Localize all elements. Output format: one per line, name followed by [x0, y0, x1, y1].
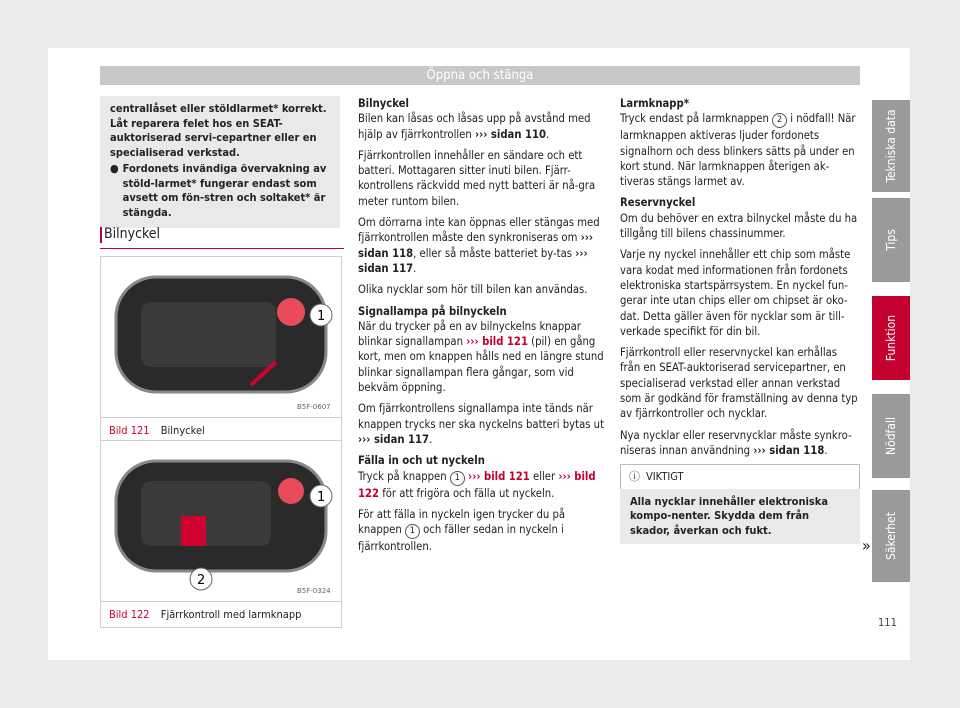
warning-box-continued [100, 96, 340, 228]
paragraph: När du trycker på en av bilnyckelns knappar blinkar signallampan ››› bild 121 (pil) en gång kort, men om knappen hålls ned en längre stund blinkar signallampan flera gångar, som vid bekväm öppning. [358, 319, 604, 395]
figure-caption-text: Bilnyckel [160, 424, 205, 437]
paragraph: Fjärrkontroll eller reservnyckel kan erhållas från en SEAT-auktoriserad servicepartner, en specialiserad verkstad eller annan verkstad som är godkänd för framställning av denna typ av fjärrkontroller och nycklar. [620, 346, 858, 421]
paragraph: Varje ny nyckel innehåller ett chip som måste vara kodat med informationen från fordonets elektroniska startspärrsystem. En nyckel fun-gerar inte utan chips eller om chipset är oko-dat. Detta gäller även för nycklar som är till-verkade specifikt för din bil. [620, 248, 851, 338]
warning-text-1: centrallåset eller stöldlarmet* korrekt. Låt reparera felet hos en SEAT-auktoriserad servi-cepartner eller en specialiserad verkstad. [110, 102, 327, 159]
tab-tips[interactable]: Tips [872, 198, 910, 282]
heading-signallampa: Signallampa på bilnyckeln [358, 304, 507, 318]
page-number: 111 [878, 616, 897, 629]
svg-text:2: 2 [197, 573, 206, 588]
notice-header [620, 464, 860, 488]
page-header: Öppna och stänga [100, 66, 860, 85]
paragraph: Fjärrkontrollen innehåller en sändare och ett batteri. Mottagaren sitter inuti bilen. Fjärr-kontrollens räckvidd med nytt batteri är nå-gra meter runtom bilen. [358, 148, 596, 208]
heading-larmknapp: Larmknapp* [620, 97, 689, 110]
continue-arrow-icon: » [862, 536, 871, 555]
notice-box [620, 464, 860, 544]
remote-image [101, 441, 341, 601]
info-icon: ⓘ [629, 470, 640, 484]
button-number-badge: 1 [450, 471, 465, 486]
paragraph: Bilen kan låsas och låsas upp på avstånd med hjälp av fjärrkontrollen ››› sidan 110. [358, 112, 591, 141]
column-2 [358, 96, 604, 560]
figure-caption-text: Fjärrkontroll med larmknapp [160, 608, 302, 621]
heading-reservnyckel: Reservnyckel [620, 196, 696, 210]
paragraph: Nya nycklar eller reservnycklar måste synkro-niseras innan användning ››› sidan 118. [620, 428, 852, 457]
page-link[interactable]: ››› sidan 110 [474, 127, 547, 141]
figure-122 [100, 440, 342, 628]
section-bar-icon [100, 227, 102, 243]
figure-link[interactable]: ››› bild 121 [466, 335, 528, 349]
paragraph: Om dörrarna inte kan öppnas eller stängas med fjärrkontrollen måste den synkroniseras om ››› sidan 118, eller så måste batteriet by-tas ››› sidan 117. [358, 216, 600, 275]
svg-text:1: 1 [317, 309, 326, 324]
figure-121 [100, 256, 342, 444]
notice-text: Alla nycklar innehåller elektroniska kompo-nenter. Skydda dem från skador, åverkan och fukt. [620, 489, 860, 545]
paragraph: Tryck på knappen 1 ››› bild 121 eller ››› bild 122 för att frigöra och fälla ut nyckeln. [358, 469, 596, 500]
tab-tekniska-data[interactable]: Tekniska data [872, 100, 910, 192]
column-3 [620, 96, 860, 544]
svg-text:1: 1 [317, 490, 326, 505]
tab-sakerhet[interactable]: Säkerhet [872, 490, 910, 582]
car-key-image [101, 257, 341, 417]
warning-text-2: Fordonets invändiga övervakning av stöld-larmet* fungerar endast som avsett om fön-stren och soltaket* är stängda. [122, 162, 327, 219]
bullet-icon: ● [110, 162, 119, 175]
paragraph: Olika nycklar som hör till bilen kan användas. [358, 283, 588, 297]
figure-label: Bild 121 [109, 424, 150, 437]
page-link[interactable]: ››› sidan 118 [358, 231, 594, 260]
paragraph: För att fälla in nyckeln igen trycker du på knappen 1 och fäller sedan in nyckeln i fjärrkontrollen. [358, 507, 566, 554]
column-1 [100, 96, 340, 228]
page-link[interactable]: ››› sidan 117 [358, 432, 430, 446]
heading-bilnyckel: Bilnyckel [358, 97, 409, 110]
tab-nodfall[interactable]: Nödfall [872, 394, 910, 478]
heading-falla: Fälla in och ut nyckeln [358, 454, 485, 468]
figure-link[interactable]: ››› bild 122 [358, 469, 596, 500]
figure-label: Bild 122 [109, 608, 150, 621]
figure-caption [101, 601, 341, 627]
car-key-illustration [101, 257, 341, 417]
paragraph: Om du behöver en extra bilnyckel måste du ha tillgång till bilens chassinummer. [620, 211, 858, 241]
page-link[interactable]: ››› sidan 117 [358, 246, 588, 275]
button-number-badge: 2 [772, 113, 787, 128]
figure-link[interactable]: ››› bild 121 [468, 469, 530, 483]
warning-bullet [110, 162, 330, 220]
paragraph: Om fjärrkontrollens signallampa inte tänds när knappen trycks ner ska nyckelns batteri bytas ut ››› sidan 117. [358, 402, 605, 446]
section-title: Bilnyckel [100, 226, 344, 249]
remote-illustration [101, 441, 341, 601]
button-number-badge: 1 [405, 524, 420, 539]
paragraph: Tryck endast på larmknappen 2 i nödfall! När larmknappen aktiveras ljuder fordonets signalhorn och dess blinkers sätts på under en kort stund. När larmknappen återigen ak-tiveras stängs larmet av. [620, 112, 856, 189]
page-link[interactable]: ››› sidan 118 [753, 443, 825, 457]
notice-title: VIKTIGT [646, 470, 684, 484]
tab-funktion[interactable]: Funktion [872, 296, 910, 380]
fig1-code: B5F-0607 [297, 403, 331, 411]
fig2-code: B5F-0324 [297, 587, 331, 595]
